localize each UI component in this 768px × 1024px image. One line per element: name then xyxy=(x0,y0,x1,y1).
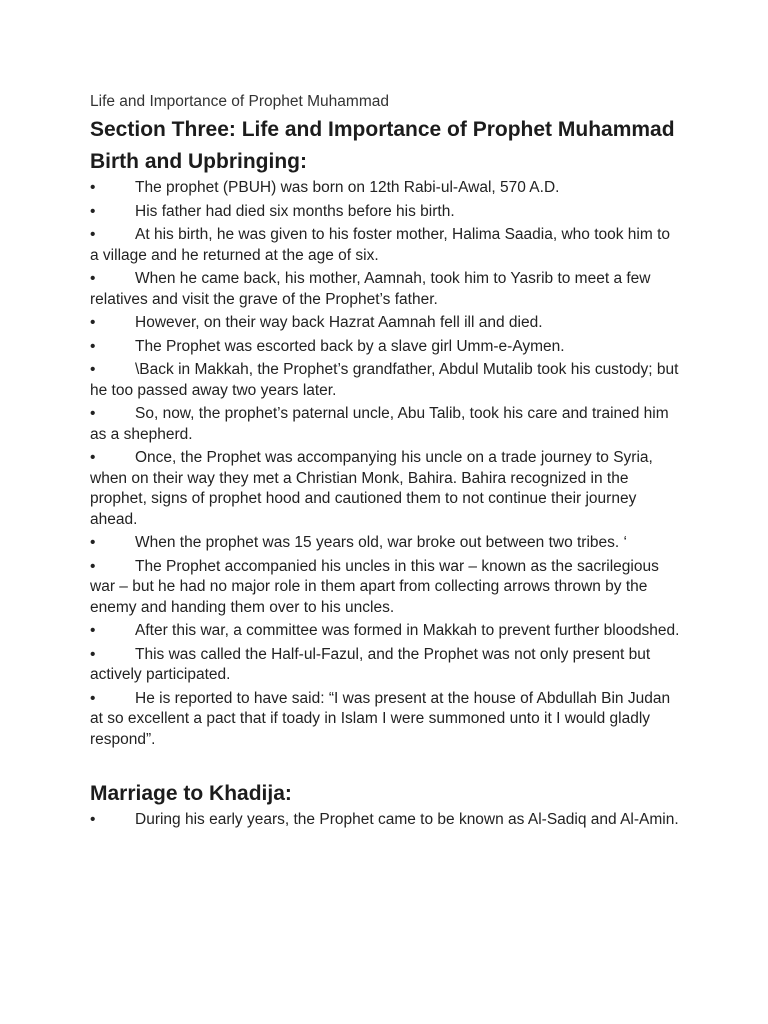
list-item xyxy=(90,621,682,642)
document-page xyxy=(90,92,682,834)
list-item xyxy=(90,225,682,266)
bullet-marker: • xyxy=(90,361,96,378)
list-item-text: His father had died six months before his birth. xyxy=(135,202,455,220)
bullet-marker: • xyxy=(90,811,96,828)
list-item-text: After this war, a committee was formed in Makkah to prevent further bloodshed. xyxy=(135,622,680,639)
section-spacer xyxy=(90,753,682,781)
list-item xyxy=(90,810,682,831)
bullet-marker: • xyxy=(90,689,96,707)
bullet-marker: • xyxy=(90,314,96,331)
list-item xyxy=(90,269,682,310)
section-title: Section Three: Life and Importance of Prophet Muhammad xyxy=(90,118,675,141)
list-item xyxy=(90,337,682,358)
list-item-text: When the prophet was 15 years old, war broke out between two tribes. ‘ xyxy=(135,534,627,551)
document-header: Life and Importance of Prophet Muhammad xyxy=(90,93,389,110)
bullet-marker: • xyxy=(90,405,96,422)
list-item-text: The Prophet was escorted back by a slave girl Umm-e-Aymen. xyxy=(135,337,565,355)
heading-marriage-to-khadija: Marriage to Khadija: xyxy=(90,782,292,805)
list-item-text: \Back in Makkah, the Prophet’s grandfather, Abdul Mutalib took his custody; but he too passed away two years later. xyxy=(90,361,679,399)
birth-bullet-list xyxy=(90,178,682,750)
list-item xyxy=(90,202,682,223)
list-item-text: Once, the Prophet was accompanying his uncle on a trade journey to Syria, when on their way they met a Christian Monk, Bahira. Bahira recognized in the prophet, signs of prophet hood and cautioned them to not continue their journey ahead. xyxy=(90,449,653,528)
list-item-text: At his birth, he was given to his foster mother, Halima Saadia, who took him to a village and he returned at the age of six. xyxy=(90,226,671,264)
list-item-text: The prophet (PBUH) was born on 12th Rabi-ul-Awal, 570 A.D. xyxy=(135,179,560,196)
bullet-marker: • xyxy=(90,449,96,466)
bullet-marker: • xyxy=(90,226,96,243)
bullet-marker: • xyxy=(90,270,96,287)
list-item xyxy=(90,645,682,686)
bullet-marker: • xyxy=(90,622,96,639)
list-item-text: The Prophet accompanied his uncles in this war – known as the sacrilegious war – but he had no major role in them apart from collecting arrows thrown by the enemy and handing them over to his uncles. xyxy=(90,557,659,616)
list-item xyxy=(90,689,682,751)
bullet-marker: • xyxy=(90,179,96,196)
list-item-text: This was called the Half-ul-Fazul, and the Prophet was not only present but actively participated. xyxy=(90,645,651,683)
bullet-marker: • xyxy=(90,645,96,663)
bullet-marker: • xyxy=(90,534,96,551)
list-item-text: However, on their way back Hazrat Aamnah fell ill and died. xyxy=(135,314,543,331)
bullet-marker: • xyxy=(90,557,96,575)
bullet-marker: • xyxy=(90,337,96,355)
list-item xyxy=(90,360,682,401)
list-item xyxy=(90,313,682,334)
marriage-bullet-list xyxy=(90,810,682,831)
list-item-text: During his early years, the Prophet came to be known as Al-Sadiq and Al-Amin. xyxy=(135,811,679,828)
list-item-text: He is reported to have said: “I was present at the house of Abdullah Bin Judan at so excellent a pact that if toady in Islam I were summoned unto it I would gladly respond”. xyxy=(90,689,671,748)
bullet-marker: • xyxy=(90,202,96,220)
heading-birth-and-upbringing: Birth and Upbringing: xyxy=(90,150,307,173)
list-item xyxy=(90,404,682,445)
list-item-text: So, now, the prophet’s paternal uncle, Abu Talib, took his care and trained him as a shepherd. xyxy=(90,405,669,443)
list-item xyxy=(90,178,682,199)
list-item-text: When he came back, his mother, Aamnah, took him to Yasrib to meet a few relatives and visit the grave of the Prophet’s father. xyxy=(90,270,651,308)
list-item xyxy=(90,448,682,530)
list-item xyxy=(90,533,682,554)
list-item xyxy=(90,557,682,619)
